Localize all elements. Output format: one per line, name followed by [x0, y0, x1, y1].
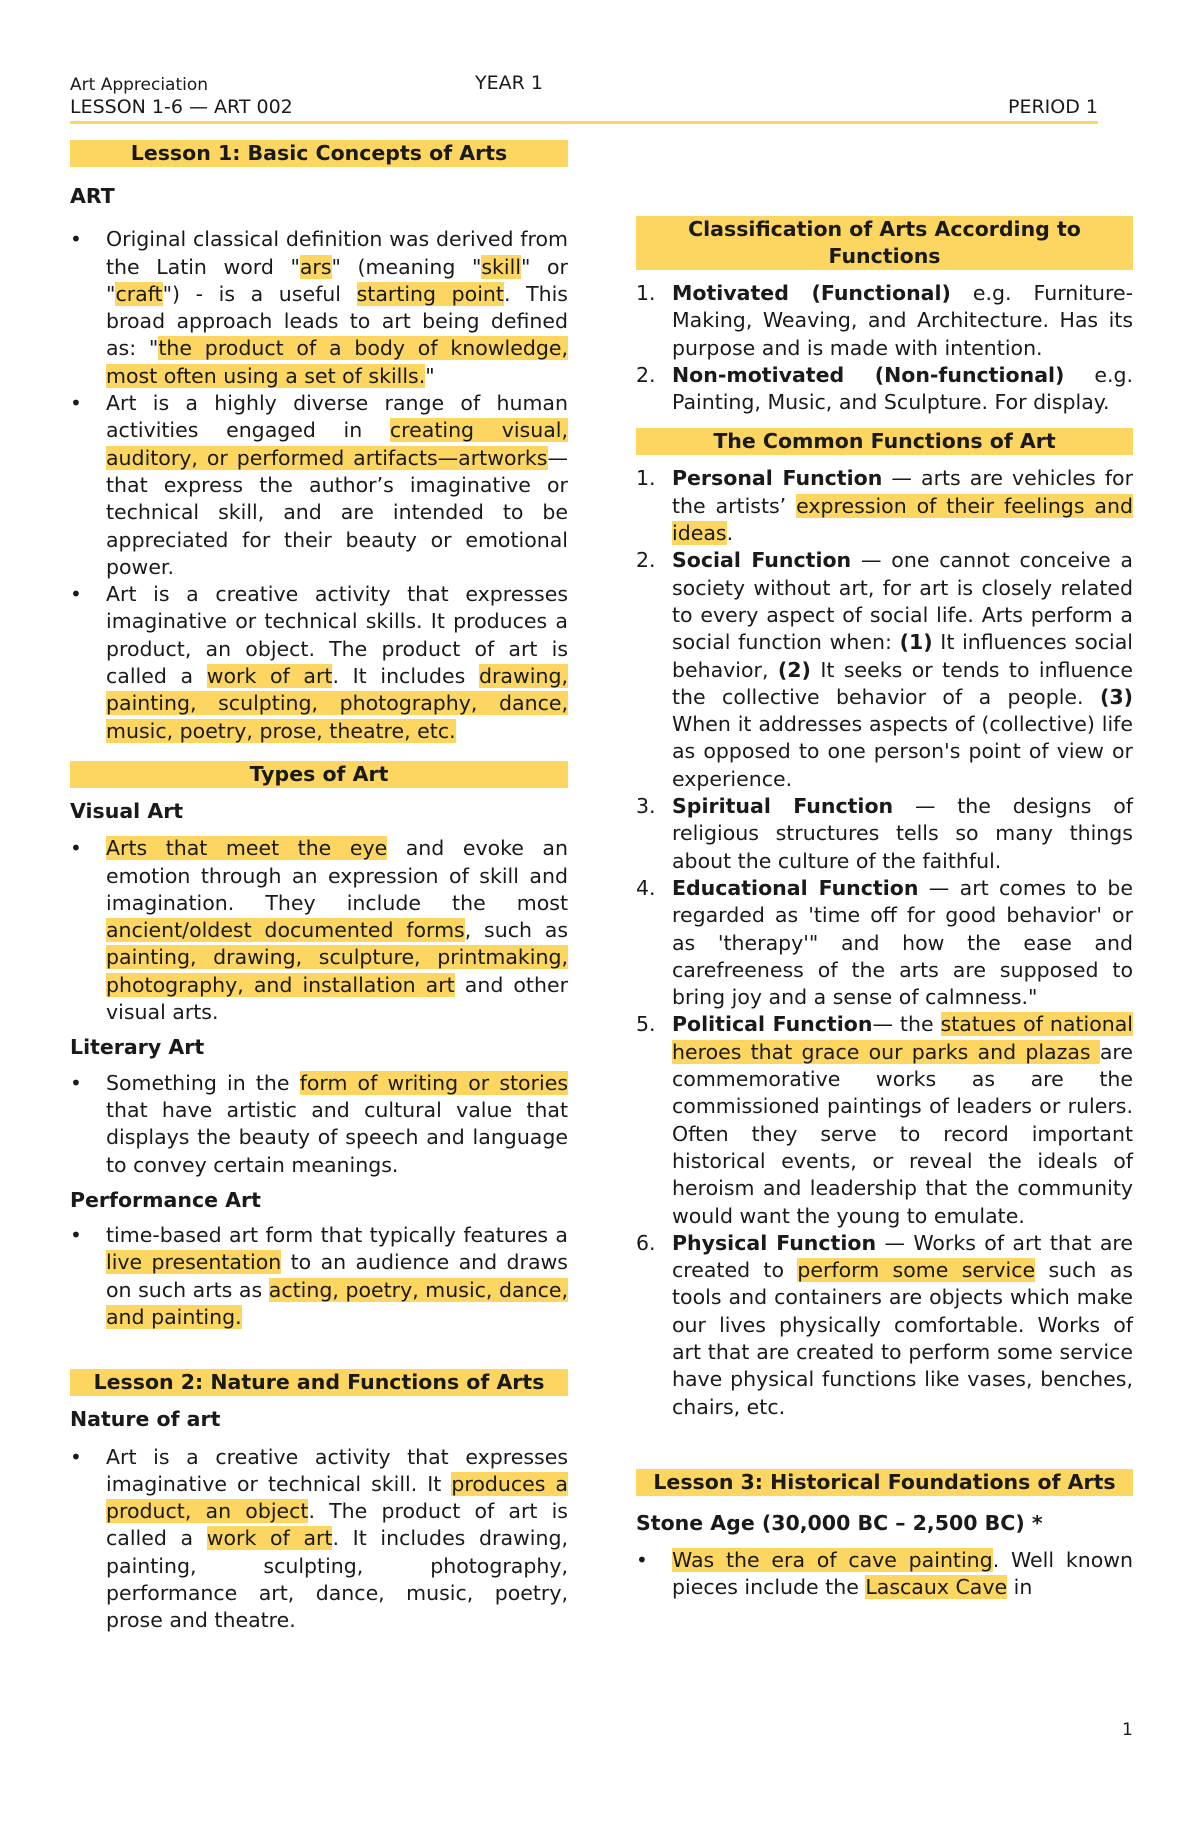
lesson3-title: Lesson 3: Historical Foundations of Arts: [636, 1469, 1133, 1496]
art-heading: ART: [70, 184, 115, 208]
lesson2-title: Lesson 2: Nature and Functions of Arts: [70, 1369, 568, 1396]
list-item: 5. Political Function— the statues of national heroes that grace our parks and plazas are commemorative works as are the commissioned paintings of leaders or rulers. Often they serve to record important historical events, or reveal the ideals of heroism and leadership that the community would want the young to emulate.: [636, 1012, 1133, 1228]
stone-age-list: [636, 1547, 1133, 1602]
left-column: [70, 140, 568, 1635]
list-item: 6. Physical Function — Works of art that are created to perform some service such as tools and containers are objects which make our lives physically comfortable. Works of art that are created to perform some service have physical functions like vases, benches, chairs, etc.: [636, 1230, 1134, 1419]
year-label: YEAR 1: [475, 72, 543, 94]
performance-art-heading: Performance Art: [70, 1187, 261, 1212]
page-number: 1: [1122, 1720, 1133, 1740]
common-functions-title: The Common Functions of Art: [636, 428, 1133, 455]
types-of-art-title: Types of Art: [70, 761, 568, 788]
lesson-code: LESSON 1-6 — ART 002: [70, 96, 293, 118]
list-item: 1. Personal Function — arts are vehicles for the artists’ expression of their feelings and ideas.: [636, 466, 1134, 546]
header-rule: [70, 121, 1098, 124]
list-item: • Art is a highly diverse range of human activities engaged in creating visual, auditory, or performed artifacts—artworks—that express the author’s imaginative or technical skill, and are intended to be appreciated for their beauty or emotional power.: [70, 390, 568, 581]
list-item: 1. Motivated (Functional) e.g. Furniture-Making, Weaving, and Architecture. Has its purpose and is made with intention.: [636, 281, 1133, 360]
list-item: • Was the era of cave painting. Well known pieces include the Lascaux Cave in: [636, 1547, 1133, 1602]
art-list: [70, 226, 568, 745]
right-column: [636, 182, 1133, 1602]
course-name: Art Appreciation: [70, 75, 209, 95]
nature-of-art-heading: Nature of art: [70, 1407, 221, 1432]
list-item: 4. Educational Function — art comes to be regarded as 'time off for good behavior' or as 'therapy'" and how the ease and carefreeness of the arts are supposed to bring joy and a sense of calmness.": [636, 875, 1134, 1010]
lesson1-title: Lesson 1: Basic Concepts of Arts: [70, 140, 568, 167]
list-item: • time-based art form that typically features a live presentation to an audience and draws on such arts as acting, poetry, music, dance, and painting.: [70, 1222, 568, 1331]
literary-art-list: [70, 1070, 568, 1179]
list-item: • Something in the form of writing or stories that have artistic and cultural value that displays the beauty of speech and language to convey certain meanings.: [70, 1070, 568, 1179]
list-item: • Arts that meet the eye and evoke an emotion through an expression of skill and imagination. They include the most ancient/oldest documented forms, such as painting, drawing, sculpture, printmaking, photography, and installation art and other visual arts.: [70, 835, 568, 1026]
list-item: 2. Non-motivated (Non-functional) e.g. Painting, Music, and Sculpture. For display.: [636, 362, 1133, 415]
functions-list: [636, 465, 1133, 1420]
list-item: 2. Social Function — one cannot conceive a society without art, for art is closely related to every aspect of social life. Arts perform a social function when: (1) It influences social behavior, (2) It seeks or tends to influence the collective behavior of a people. (3) When it addresses aspects of (collective) life as opposed to one person's point of view or experience.: [636, 548, 1133, 791]
visual-art-list: [70, 835, 568, 1026]
stone-age-heading: Stone Age (30,000 BC – 2,500 BC) *: [636, 1510, 1043, 1535]
performance-art-list: [70, 1222, 568, 1331]
page-header: [70, 72, 1098, 124]
classification-list: [636, 280, 1133, 416]
visual-art-heading: Visual Art: [70, 798, 184, 823]
nature-of-art-list: [70, 1444, 568, 1635]
list-item: • Original classical definition was derived from the Latin word "ars" (meaning "skill" or "craft") - is a useful starting point. This broad approach leads to art being defined as: "the product of a body of knowledge, most often using a set of skills.": [70, 226, 568, 390]
classification-title: Classification of Arts According to Functions: [636, 216, 1133, 270]
list-item: • Art is a creative activity that expresses imaginative or technical skill. It produces a product, an object. The product of art is called a work of art. It includes drawing, painting, sculpting, photography, performance art, dance, music, poetry, prose and theatre.: [70, 1444, 568, 1635]
period-label: PERIOD 1: [1008, 96, 1098, 118]
list-item: 3. Spiritual Function — the designs of religious structures tells so many things about the culture of the faithful.: [636, 794, 1133, 873]
list-item: • Art is a creative activity that expresses imaginative or technical skills. It produces a product, an object. The product of art is called a work of art. It includes drawing, painting, sculpting, photography, dance, music, poetry, prose, theatre, etc.: [70, 581, 568, 745]
literary-art-heading: Literary Art: [70, 1035, 205, 1060]
